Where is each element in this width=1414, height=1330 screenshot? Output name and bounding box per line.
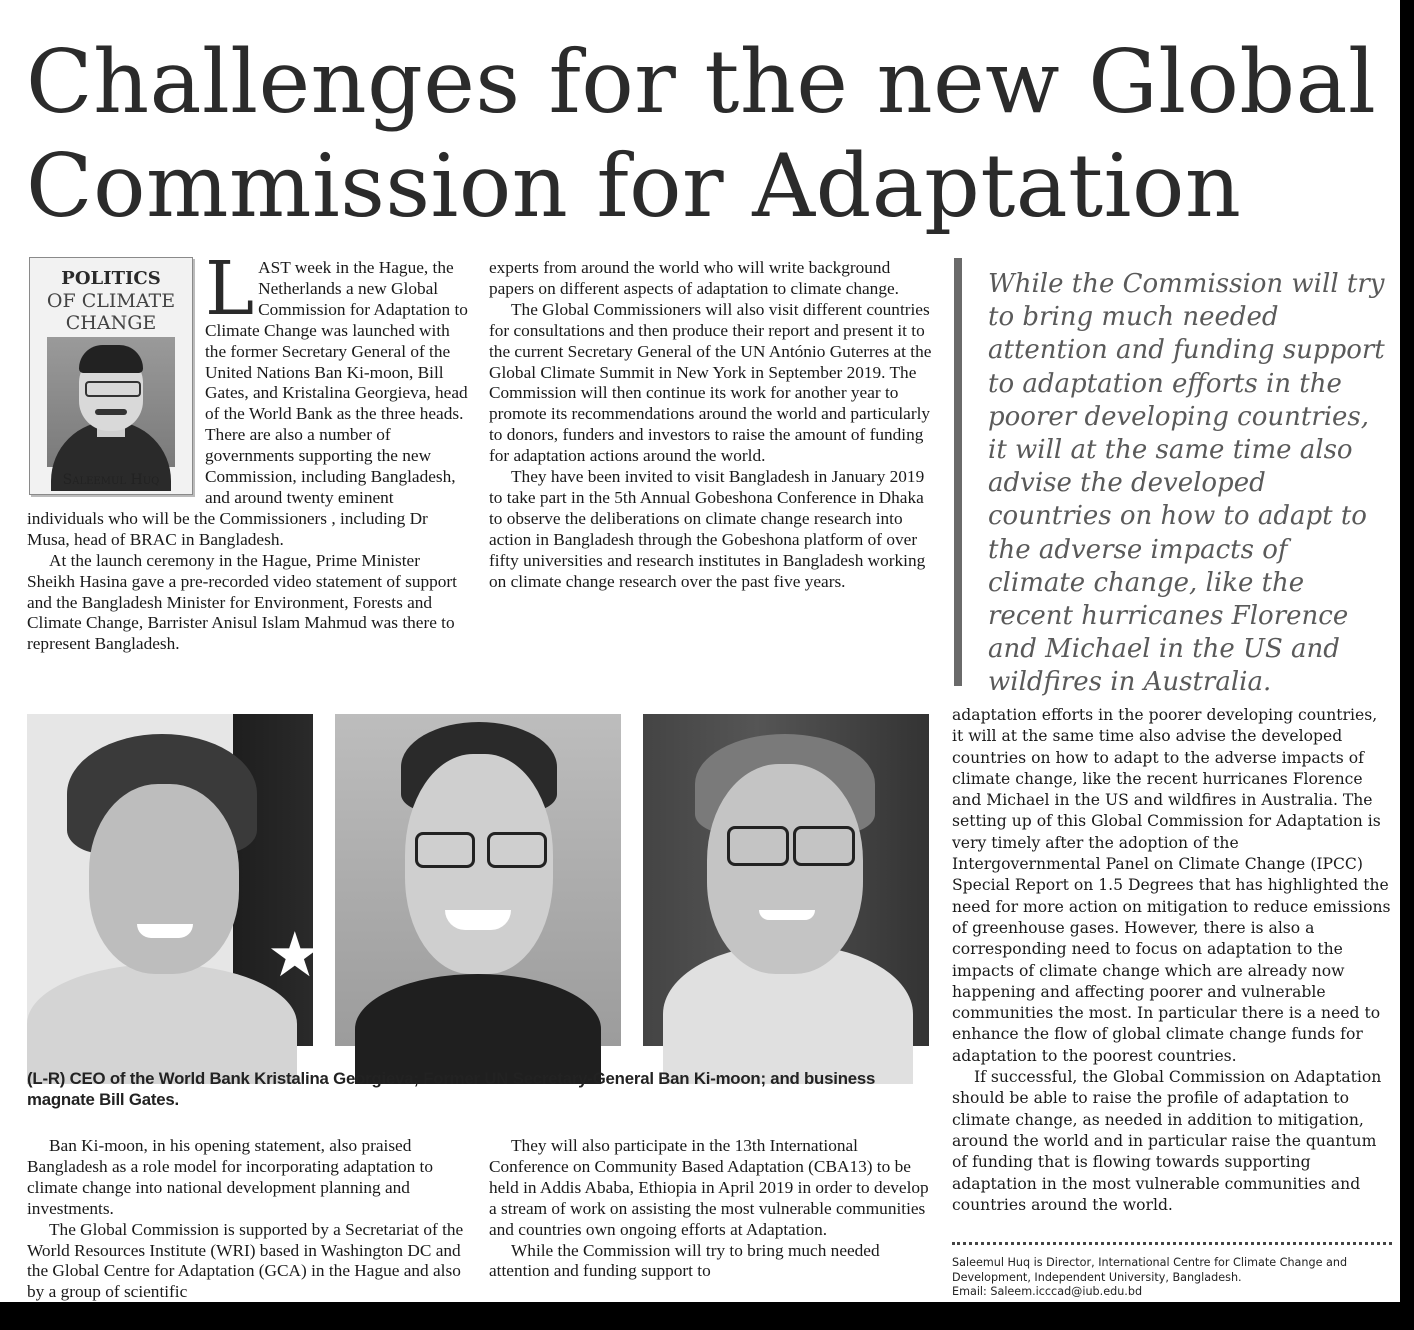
body-column-3 [952, 705, 1392, 1216]
body-column-2-lower [489, 1136, 933, 1282]
photo-caption: (L-R) CEO of the World Bank Kristalina Georgieva; Former UN Secretary-General Ban Ki-moon; and business magnate Bill Gates. [27, 1069, 876, 1109]
body-paragraph-8: They will also participate in the 13th International Conference on Community Based Adaptation (CBA13) to be held in Addis Ababa, Ethiopia in April 2019 in order to develop a stream of work on assisting the most vulnerable communities and countries own ongoing efforts at Adaptation. [489, 1136, 929, 1239]
body-column-1 [27, 246, 471, 655]
body-paragraph-7: The Global Commission is supported by a Secretariat of the World Resources Institute (WRI) based in Washington DC and the Global Centre for Adaptation (GCA) in the Hague and also by a group of scientific [27, 1219, 464, 1302]
author-bio-text: Saleemul Huq is Director, International Centre for Climate Change and Development, Independent University, Bangladesh. [952, 1256, 1348, 1284]
body-paragraph-11: If successful, the Global Commission on Adaptation should be able to raise the profile of adaptation to climate change, as needed in addition to mitigation, around the world and in particular raise the quantum of funding that is flowing towards supporting adaptation in the most vulnerable communities and countries around the world. [952, 1068, 1382, 1214]
column-title-line3: CHANGE [65, 312, 157, 334]
author-byline: Saleemul Huq [62, 472, 160, 488]
body-column-2 [489, 258, 933, 593]
body-paragraph-9: While the Commission will try to bring much needed attention and funding support to [489, 1240, 880, 1281]
photo-ban-ki-moon [335, 714, 621, 1046]
body-paragraph-3: experts from around the world who will write background papers on different aspects of adaptation to climate change. [489, 258, 899, 298]
body-paragraph-10: adaptation efforts in the poorer developing countries, it will at the same time also advise the developed countries on how to adapt to the adverse impacts of climate change, like the recent hurricanes Florence and Michael in the US and wildfires in Australia. The setting up of this Global Commission for Adaptation is very timely after the adoption of the Intergovernmental Panel on Climate Change (IPCC) Special Report on 1.5 Degrees that has highlighted the need for more action on mitigation to reduce emissions of greenhouse gases. However, there is also a corresponding need to focus on adaptation to the impacts of climate change which are already now happening and affecting poorer and vulnerable communities the most. In particular there is a need to enhance the flow of global climate change funds for adaptation to the poorest countries. [952, 706, 1391, 1065]
body-paragraph-6: Ban Ki-moon, in his opening statement, also praised Bangladesh as a role model for incorporating adaptation to climate change into national development planning and investments. [27, 1136, 433, 1218]
body-paragraph-1: LAST week in the Hague, the Netherlands a new Global Commission for Adaptation to Climate Change was launched with the former Secretary General of the United Nations Ban Ki-moon, Bill Gates, and Kristalina Georgieva, head of the World Bank as the three heads. There are also a number of governments supporting the new Commission, including Bangladesh, and around twenty eminent individuals who will be the Commissioners , including Dr Musa, head of BRAC in Bangladesh. [27, 246, 468, 549]
photo-kristalina-georgieva [27, 714, 323, 1046]
column-title-line2: OF CLIMATE [46, 290, 176, 312]
drop-cap: L [205, 246, 255, 332]
author-email: Email: Saleem.icccad@iub.edu.bd [952, 1285, 1143, 1298]
star-icon: ★ [267, 918, 323, 991]
body-paragraph-2: At the launch ceremony in the Hague, Prime Minister Sheikh Hasina gave a pre-recorded video statement of support and the Bangladesh Minister for Environment, Forests and Climate Change, Barrister Anisul Islam Mahmud was there to represent Bangladesh. [27, 550, 457, 654]
divider [952, 1242, 1392, 1245]
pull-quote [954, 258, 1398, 698]
author-bio [952, 1256, 1398, 1300]
photo-bill-gates [643, 714, 929, 1046]
headline: Challenges for the new Global Commission for Adaptation [26, 31, 1377, 237]
body-column-1-lower [27, 1136, 471, 1303]
body-paragraph-5: They have been invited to visit Bangladesh in January 2019 to take part in the 5th Annual Gobeshona Conference in Dhaka to observe the deliberations on climate change research into action in Bangladesh through the Gobeshona platform of over fifty universities and research institutes in Bangladesh working on climate change research over the past five years. [489, 467, 926, 591]
pull-quote-text: While the Commission will try to bring much needed attention and funding support to adaptation efforts in the poorer developing countries, it will at the same time also advise the developed countries on how to adapt to the adverse impacts of climate change, like the recent hurricanes Florence and Michael in the US and wildfires in Australia. [988, 269, 1385, 698]
column-title-line1: POLITICS [61, 268, 161, 289]
body-paragraph-4: The Global Commissioners will also visit different countries for consultations and then produce their report and present it to the current Secretary General of the UN António Guterres at the Global Climate Summit in New York in September 2019. The Commission will then continue its work for another year to promote its recommendations around the world and particularly to donors, funders and investors to raise the amount of funding for adaptation actions around the world. [489, 299, 932, 466]
